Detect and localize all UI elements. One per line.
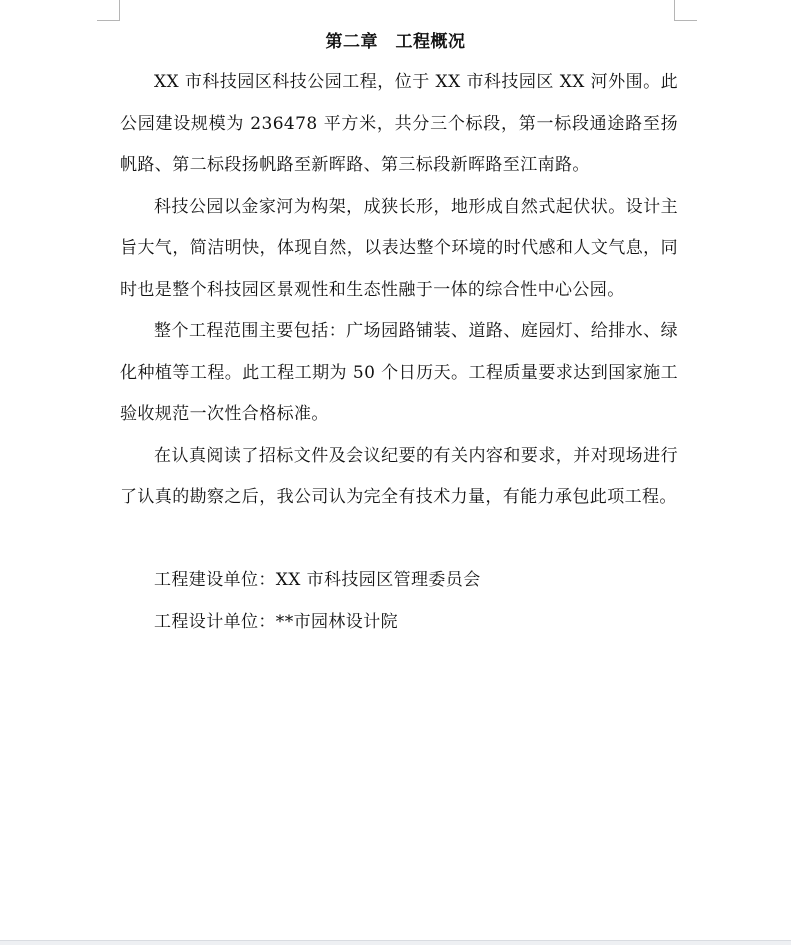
paragraph-design: 科技公园以金家河为构架，成狭长形，地形成自然式起伏状。设计主旨大气，简洁明快，体现自然，以表达整个环境的时代感和人文气息，同时也是整个科技园区景观性和生态性融于一体的综合性中心公园。 [120,196,678,300]
crop-mark-top-left [97,0,120,21]
paragraph-scope: 整个工程范围主要包括：广场园路铺装、道路、庭园灯、给排水、绿化种植等工程。此工程工期为 50 个日历天。工程质量要求达到国家施工验收规范一次性合格标准。 [120,321,678,424]
page-bottom-edge [0,940,791,945]
document-body [120,62,678,643]
chapter-title: 第二章 工程概况 [325,32,466,52]
paragraph-location: XX 市科技园区科技公园工程，位于 XX 市科技园区 XX 河外围。此公园建设规模为 236478 平方米，共分三个标段，第一标段通途路至扬帆路、第二标段扬帆路至新晖路、第三标段新晖路至江南路。 [120,72,678,175]
crop-mark-top-right [674,0,697,21]
blank-line [120,519,678,561]
paragraph-commitment: 在认真阅读了招标文件及会议纪要的有关内容和要求，并对现场进行了认真的勘察之后，我公司认为完全有技术力量，有能力承包此项工程。 [120,445,678,507]
construction-unit: 工程建设单位：XX 市科技园区管理委员会 [154,570,481,590]
design-unit: 工程设计单位：**市园林设计院 [154,611,398,632]
